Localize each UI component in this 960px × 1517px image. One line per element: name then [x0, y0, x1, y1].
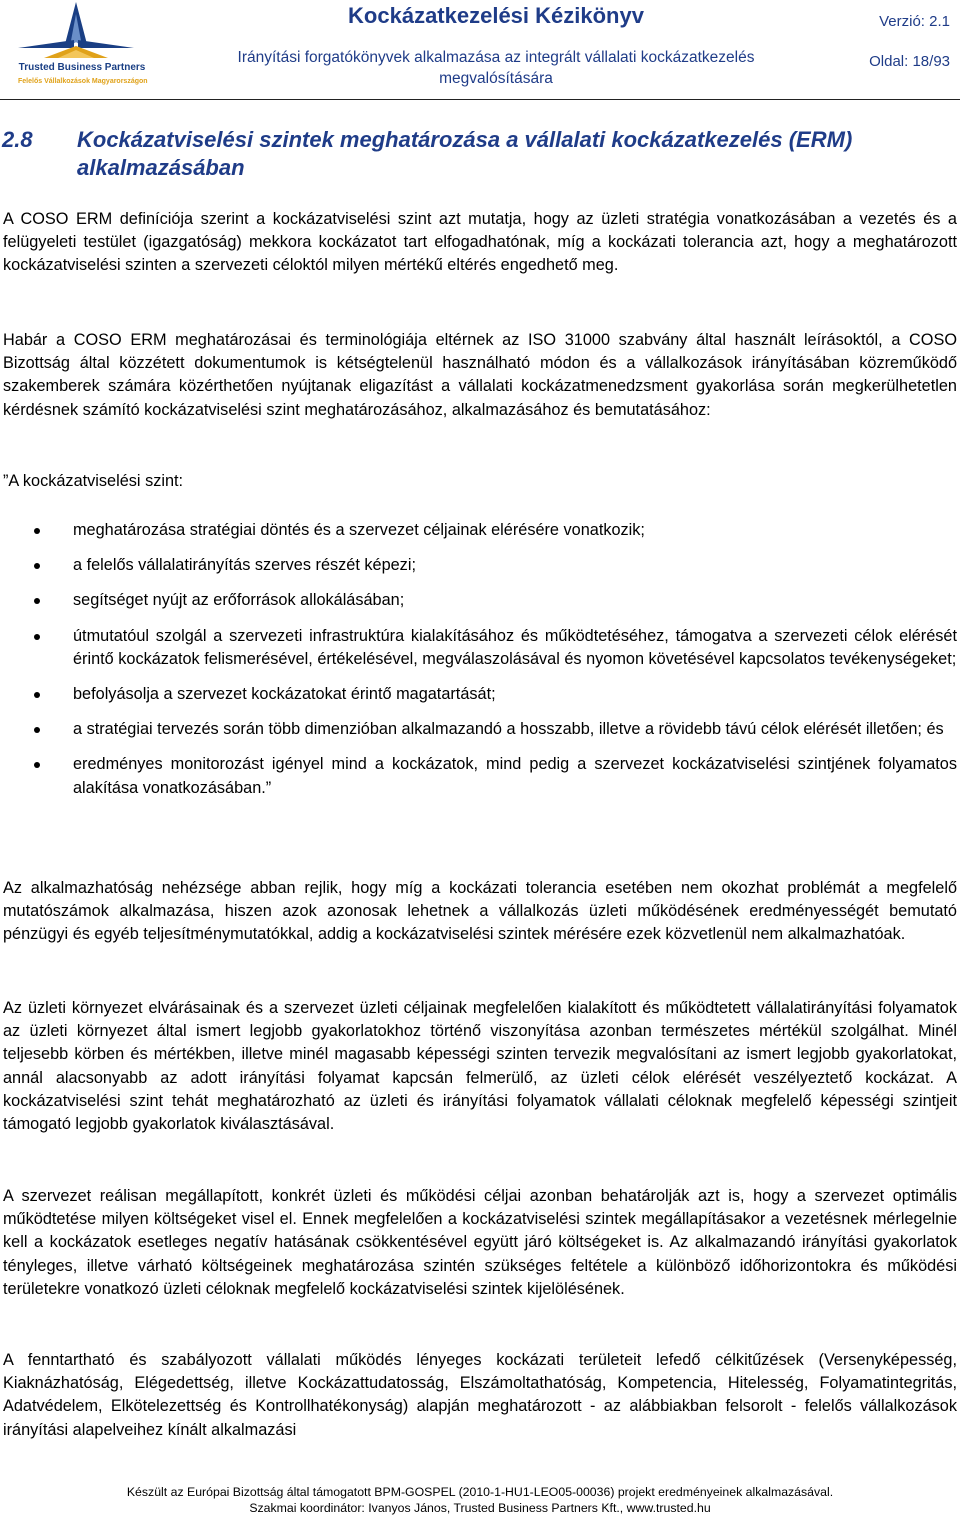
list-item: [0, 589, 957, 612]
paragraph-coso-iso: Habár a COSO ERM meghatározásai és terminológiája eltérnek az ISO 31000 szabvány által használt leírásoktól, a COSO Bizottság által közzétett dokumentumok is kétségtelenül használható módon és a vállalkozások irányításában közreműködő szakemberek számára közérthetően nyújtanak eligazítást a vállalati kockázatmenedzsment gyakorlása során megkerülhetetlen kérdésnek számító kockázatviselési szint meghatározásához, alkalmazásához és bemutatásához:: [3, 331, 957, 419]
list-item-text: a stratégiai tervezés során több dimenzióban alkalmazandó a hosszabb, illetve a rövidebb távú célok elérését illetően; és: [73, 720, 944, 739]
list-item-text: eredményes monitorozást igényel mind a kockázatok, mind pedig a szervezet kockázatviselési szintjének folyamatos alakítása vonatkozásában.”: [73, 755, 957, 797]
list-item-text: meghatározása stratégiai döntés és a szervezet céljainak elérésére vonatkozik;: [73, 521, 645, 539]
list-item: [0, 753, 957, 799]
paragraph-objectives: A fenntartható és szabályozott vállalati működés lényeges kockázati területeit lefedő célkitűzések (Versenyképesség, Kiaknázhatóság, Elégedettség, illetve Kockázattudatosság, Elszámoltathatóság, Kompetencia, Hitelesség, Folyamatintegritás, Adatvédelem, Elkötelezettség és Kontrollhatékonyság) alapján meghatározott - az alábbiakban felsorolt - felelős vállalkozások irányítási alapelveihez kínált alkalmazási: [3, 1351, 957, 1439]
header-divider: [0, 99, 960, 100]
list-item: [0, 625, 957, 671]
document-subtitle: Irányítási forgatókönyvek alkalmazása az integrált vállalati kockázatkezelés megvalósítására: [237, 49, 755, 87]
logo-tagline: Felelős Vállalkozások Magyarországon: [18, 78, 148, 85]
bullet-icon: [34, 528, 40, 534]
bullet-icon: [34, 598, 40, 604]
bullet-icon: [34, 634, 40, 640]
bullet-icon: [34, 563, 40, 569]
logo-wordmark: Trusted Business Partners: [18, 62, 146, 73]
page-header: [0, 0, 960, 102]
list-item-text: útmutatóul szolgál a szervezeti infrastruktúra kialakításához és működtetéséhez, támogatva a szervezeti célok elérését érintő kockázatok felismerésével, értékelésével, megválaszolásával és nyomon követésével kapcsolatos tevékenységeket;: [73, 626, 957, 668]
paragraph-applicability: Az alkalmazhatóság nehézsége abban rejlik, hogy míg a kockázati tolerancia esetében nem okozhat problémát a megfelelő mutatószámok alkalmazása, hiszen azok azonosak lehetnek a vállalkozás üzleti működésének eredményességét bemutató pénzügyi és egyéb teljesítménymutatókkal, addig a kockázatviselési szintek mérésére ezek közvetlenül nem alkalmazhatóak.: [3, 879, 957, 944]
page-number: Oldal: 18/93: [869, 53, 950, 70]
list-item: [0, 554, 957, 577]
paragraph-definition: A COSO ERM definíciója szerint a kockázatviselési szint azt mutatja, hogy az üzleti stratégia vonatkozásában a vezetés és a felügyeleti testület (igazgatóság) mekkora kockázatot tart elfogadhatónak, míg a kockázati tolerancia azt, hogy a meghatározott kockázatviselési szinten a szervezeti céloktól milyen mértékű eltérés engedhető meg.: [3, 210, 957, 275]
list-item-text: a felelős vállalatirányítás szerves részét képezi;: [73, 556, 416, 575]
bullet-icon: [34, 727, 40, 733]
paragraph-costs: A szervezet reálisan megállapított, konkrét üzleti és működési céljai azonban behatárolják azt is, hogy a szervezet optimális működtetése milyen költségeket visel el. Ennek megfelelően a kockázatviselési szintek megállapításakor a vezetésnek mérlegelnie kell a kockázatok esetleges negatív hatásának csökkentésével együtt járó költségeket is. Az alkalmazandó irányítási gyakorlatok tényleges, illetve várható költségeinek meghatározása szintén szükséges feltétele a különböző időhorizontokra és működési területekre vonatkozó üzleti céloknak megfelelő kockázatviselési szintek kijelölésének.: [3, 1187, 957, 1298]
section-title: Kockázatviselési szintek meghatározása a vállalati kockázatkezelés (ERM) alkalmazásában: [77, 127, 853, 180]
document-title: Kockázatkezelési Kézikönyv: [348, 3, 644, 28]
list-item: [0, 718, 957, 741]
footer-coordinator: Szakmai koordinátor: Ivanyos János, Trusted Business Partners Kft., www.trusted.hu: [249, 1501, 711, 1515]
list-item-text: segítséget nyújt az erőforrások allokálásában;: [73, 591, 405, 610]
list-item-text: befolyásolja a szervezet kockázatokat érintő magatartását;: [73, 685, 496, 704]
company-logo: [8, 0, 148, 92]
footer-funding-note: Készült az Európai Bizottság által támogatott BPM-GOSPEL (2010-1-HU1-LEO05-00036) projekt eredményeinek alkalmazásával.: [126, 1485, 834, 1499]
paragraph-best-practice: Az üzleti környezet elvárásainak és a szervezet üzleti céljainak megfelelően kialakított és működtetett vállalatirányítási folyamatok az üzleti környezet által ismert legjobb gyakorlatokhoz történő viszonyítása azonban természetes mértékül szolgálhat. Minél teljesebb körben és mértékben, illetve minél magasabb képességi szinten tervezik megvalósítani az ismert legjobb gyakorlatokat, annál alacsonyabb az adott irányítási folyamat kapcsán felmerülő, az üzleti célok elérését veszélyeztető kockázat. A kockázatviselési szint tehát meghatározható az üzleti és irányítási folyamatok vállalati céloknak megfelelő képességi szintjeit támogató legjobb gyakorlatok kiválasztásával.: [3, 999, 957, 1134]
page-footer: [0, 1484, 960, 1516]
bullet-icon: [34, 762, 40, 768]
section-number: 2.8: [2, 127, 33, 152]
version-label: Verzió: 2.1: [879, 13, 950, 30]
star-compass-icon: [8, 0, 138, 62]
appetite-bullet-list: [0, 519, 960, 812]
bullet-icon: [34, 692, 40, 698]
list-item: [0, 519, 957, 542]
paragraph-list-intro: ”A kockázatviselési szint:: [3, 472, 184, 490]
list-item: [0, 683, 957, 706]
